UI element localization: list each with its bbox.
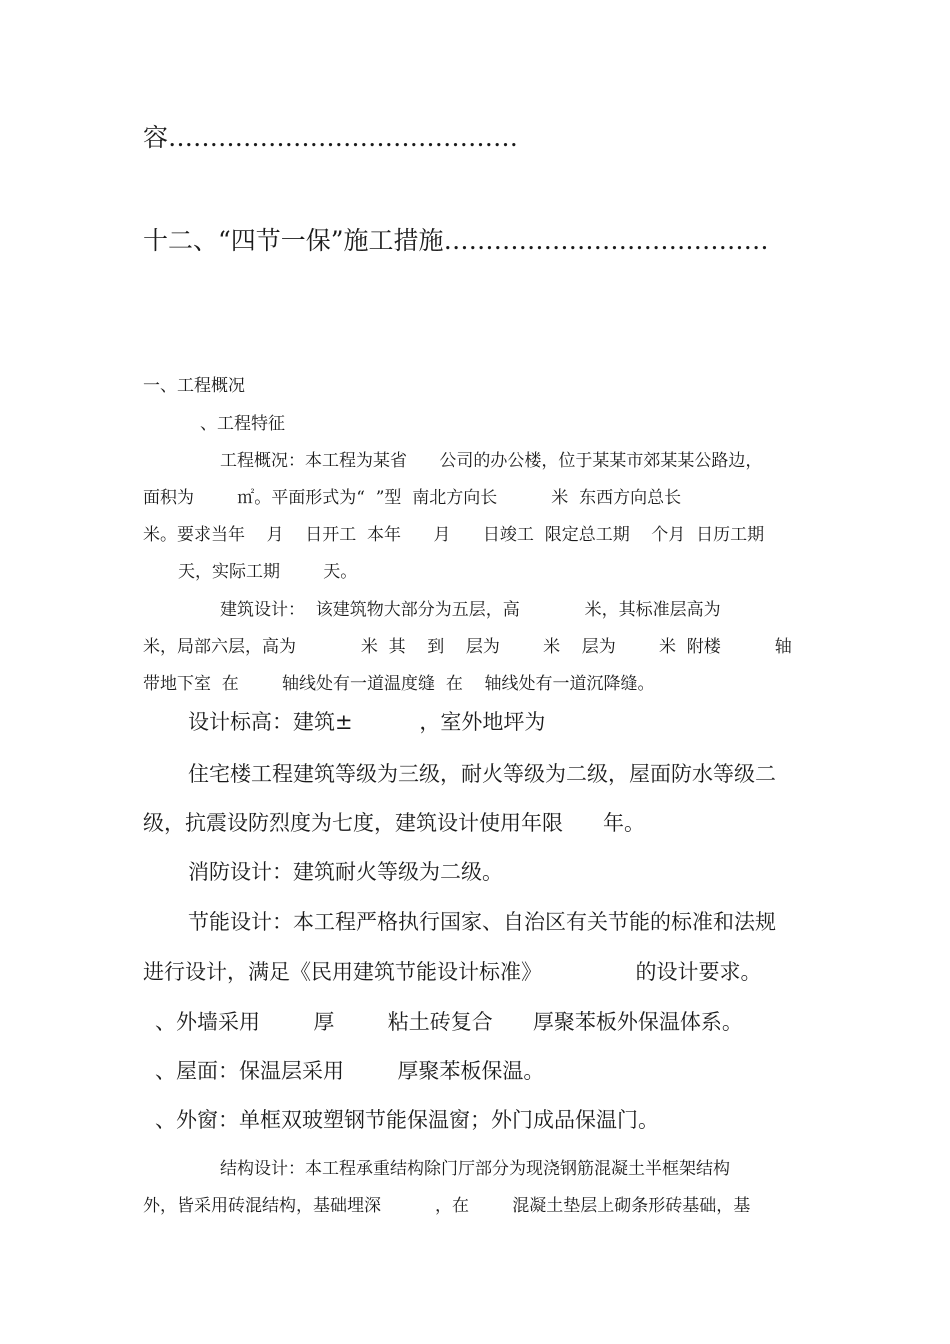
sub-heading: 、工程特征 bbox=[200, 414, 285, 434]
roof-line: 、屋面：保温层采用 厚聚苯板保温。 bbox=[155, 1059, 545, 1083]
section-heading: 一、工程概况 bbox=[143, 376, 245, 396]
overview-line-4: 天，实际工期 天。 bbox=[178, 562, 358, 582]
overview-line-2: 面积为 ㎡。平面形式为“ ”型 南北方向长 米 东西方向总长 bbox=[143, 488, 682, 508]
architecture-line-3: 带地下室 在 轴线处有一道温度缝 在 轴线处有一道沉降缝。 bbox=[143, 674, 655, 694]
structure-line-1: 结构设计：本工程承重结构除门厅部分为现浇钢筋混凝土半框架结构 bbox=[220, 1159, 730, 1179]
energy-line-1: 节能设计：本工程严格执行国家、自治区有关节能的标准和法规 bbox=[188, 910, 776, 934]
overview-line-3: 米。要求当年 月 日开工 本年 月 日竣工 限定总工期 个月 日历工期 bbox=[143, 525, 765, 545]
window-line: 、外窗：单框双玻塑钢节能保温窗；外门成品保温门。 bbox=[155, 1108, 659, 1132]
elevation-line: 设计标高：建筑± ，室外地坪为 bbox=[188, 710, 546, 734]
toc-line-contents: 容…………………………………… bbox=[143, 123, 519, 152]
overview-line-1: 工程概况：本工程为某省 公司的办公楼，位于某某市郊某某公路边， bbox=[220, 451, 763, 471]
fire-line: 消防设计：建筑耐火等级为二级。 bbox=[188, 860, 503, 884]
grade-line-2: 级，抗震设防烈度为七度，建筑设计使用年限 年。 bbox=[143, 811, 646, 835]
toc-line-section-12: 十二、“四节一保”施工措施………………………………… bbox=[143, 226, 769, 255]
energy-line-2: 进行设计，满足《民用建筑节能设计标准》 的设计要求。 bbox=[143, 960, 762, 984]
architecture-line-2: 米，局部六层，高为 米 其 到 层为 米 层为 米 附楼 轴 bbox=[143, 637, 792, 657]
wall-line: 、外墙采用 厚 粘土砖复合 厚聚苯板外保温体系。 bbox=[155, 1010, 743, 1034]
architecture-line-1: 建筑设计： 该建筑物大部分为五层，高 米，其标准层高为 bbox=[220, 600, 721, 620]
grade-line-1: 住宅楼工程建筑等级为三级，耐火等级为二级，屋面防水等级二 bbox=[188, 762, 776, 786]
structure-line-2: 外，皆采用砖混结构，基础埋深 ，在 混凝土垫层上砌条形砖基础，基 bbox=[143, 1196, 751, 1216]
